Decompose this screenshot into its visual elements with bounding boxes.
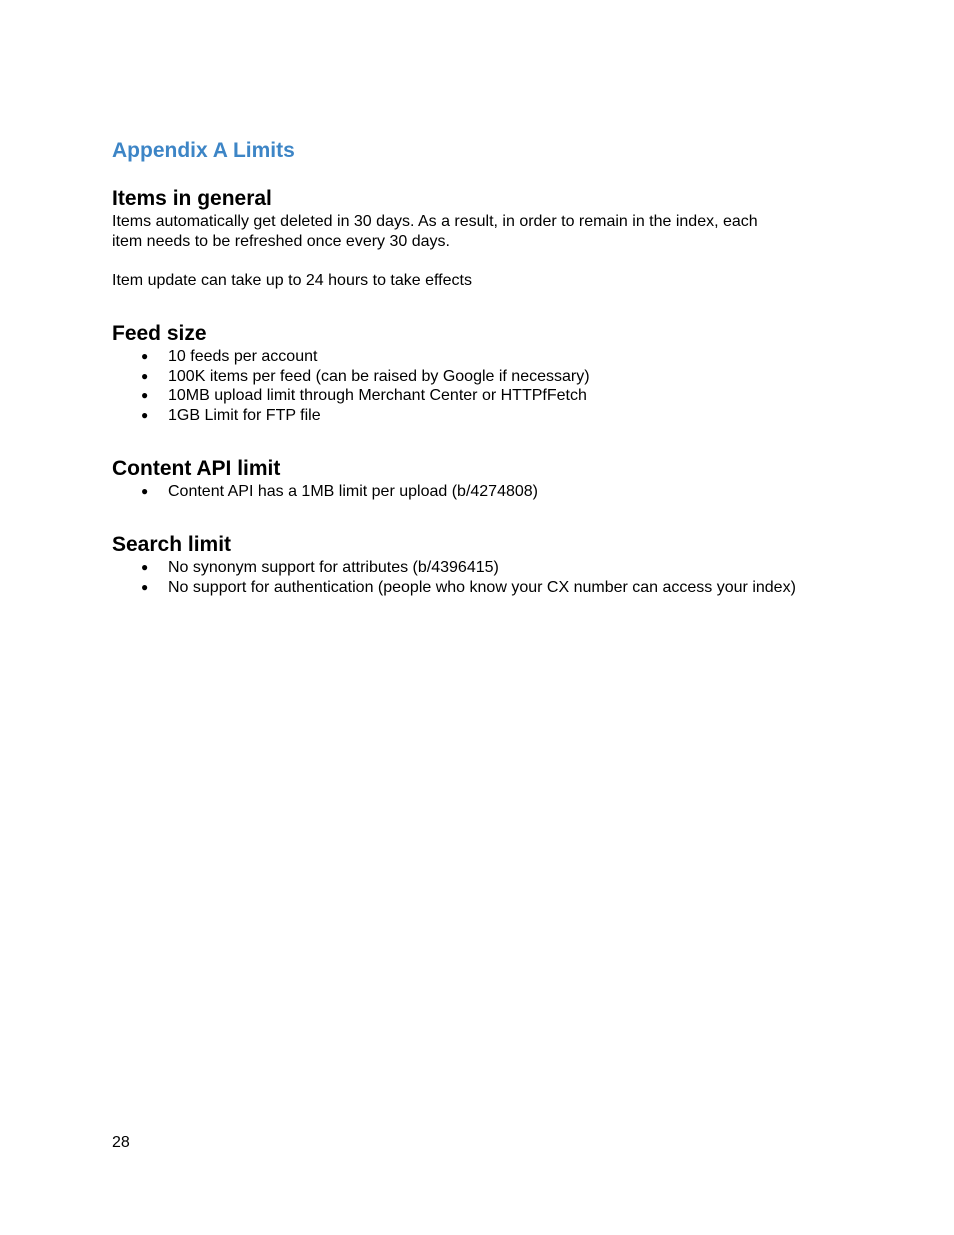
appendix-title: Appendix A Limits <box>112 139 295 162</box>
list-item-text: 100K items per feed (can be raised by Google if necessary) <box>168 367 590 385</box>
section-search-limit <box>112 532 872 597</box>
bullet-list <box>112 558 872 597</box>
section-feed-size <box>112 321 872 425</box>
section-heading: Feed size <box>112 322 207 345</box>
bullet-icon: ● <box>141 388 149 403</box>
paragraph: Item update can take up to 24 hours to take effects <box>112 272 472 289</box>
list-item-text: No support for authentication (people who know your CX number can access your index) <box>168 578 796 596</box>
list-item-text: 10MB upload limit through Merchant Center or HTTPfFetch <box>168 387 587 405</box>
bullet-icon: ● <box>141 368 149 383</box>
list-item <box>112 386 872 406</box>
list-item <box>112 482 872 502</box>
page-number: 28 <box>112 1134 130 1151</box>
bullet-icon: ● <box>141 560 149 574</box>
list-item <box>112 558 872 578</box>
section-items-in-general <box>112 186 872 291</box>
list-item <box>112 347 872 367</box>
list-item-text: 10 feeds per account <box>168 348 318 365</box>
list-item <box>112 367 872 387</box>
list-item-text: 1GB Limit for FTP file <box>168 406 321 424</box>
bullet-list <box>112 482 872 502</box>
list-item-text: No synonym support for attributes (b/4396415) <box>168 559 499 576</box>
bullet-list <box>112 347 872 425</box>
list-item-text: Content API has a 1MB limit per upload (b/4274808) <box>168 483 538 500</box>
list-item <box>112 406 872 426</box>
bullet-icon: ● <box>141 484 149 498</box>
section-heading: Search limit <box>112 533 232 556</box>
section-heading: Items in general <box>112 187 272 210</box>
paragraph-line: item needs to be refreshed once every 30 days. <box>112 233 450 250</box>
section-heading: Content API limit <box>112 457 281 480</box>
section-content-api-limit <box>112 456 872 502</box>
list-item <box>112 578 872 598</box>
bullet-icon: ● <box>141 579 149 594</box>
bullet-icon: ● <box>141 349 149 363</box>
paragraph-gap <box>112 252 872 271</box>
bullet-icon: ● <box>141 407 149 422</box>
paragraph-line: Items automatically get deleted in 30 days. As a result, in order to remain in the index, each <box>112 213 758 230</box>
